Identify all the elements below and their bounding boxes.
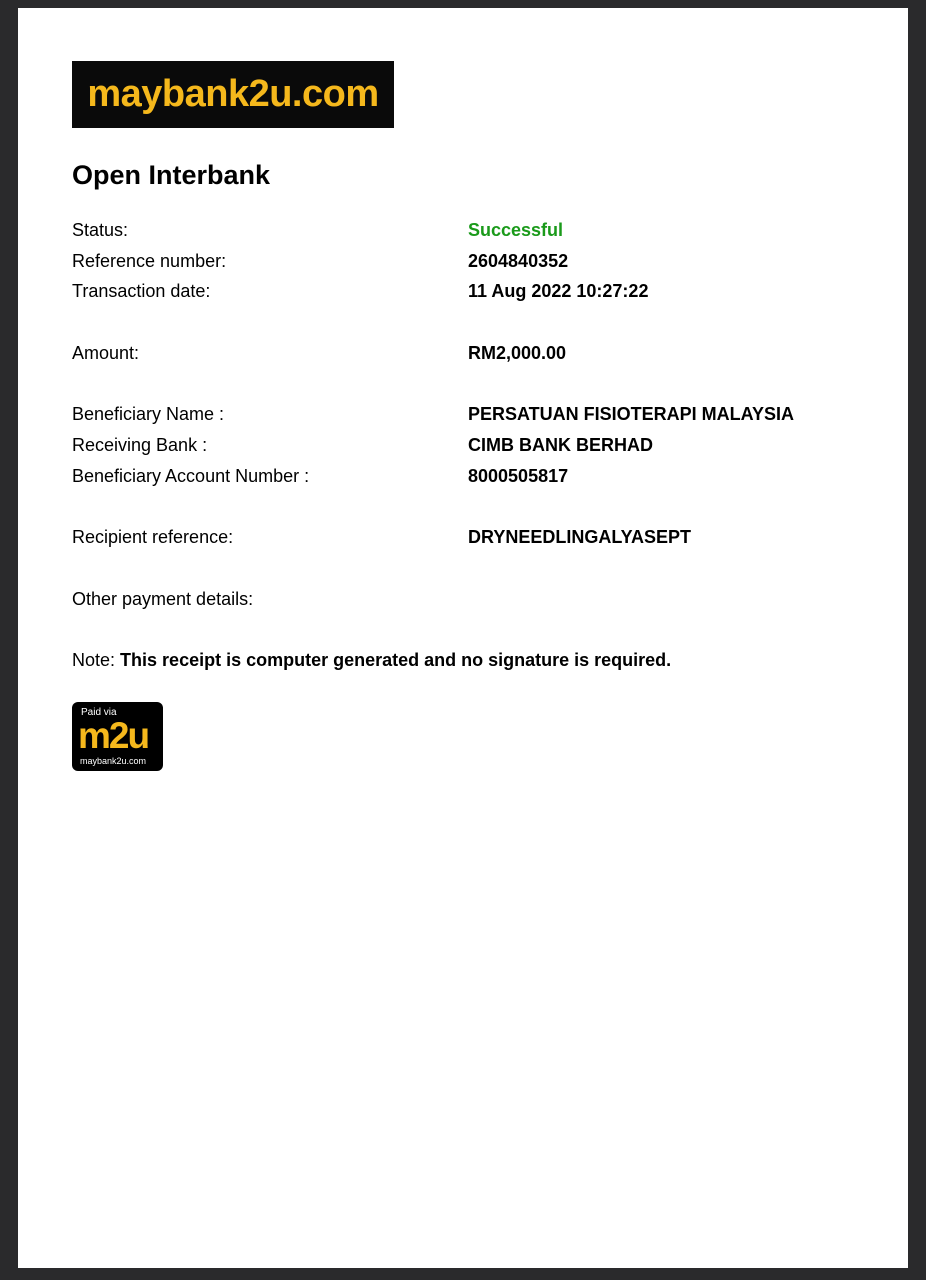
transaction-date-value: 11 Aug 2022 10:27:22 bbox=[468, 281, 649, 301]
paid-via-m2u-badge bbox=[72, 702, 163, 771]
other-payment-details-row bbox=[72, 589, 872, 615]
receiving-bank-label: Receiving Bank : bbox=[72, 435, 208, 455]
beneficiary-name-label: Beneficiary Name : bbox=[72, 404, 225, 424]
beneficiary-account-value: 8000505817 bbox=[468, 466, 569, 486]
note-text: This receipt is computer generated and no signature is required. bbox=[120, 650, 672, 670]
recipient-reference-label: Recipient reference: bbox=[72, 527, 234, 547]
reference-number-label: Reference number: bbox=[72, 251, 227, 271]
receipt-page bbox=[18, 8, 908, 1268]
transaction-date-row bbox=[72, 281, 872, 307]
transaction-date-label: Transaction date: bbox=[72, 281, 211, 301]
reference-number-row bbox=[72, 251, 872, 277]
beneficiary-account-label: Beneficiary Account Number : bbox=[72, 466, 310, 486]
receiving-bank-row bbox=[72, 435, 872, 461]
page-title: Open Interbank bbox=[72, 160, 271, 190]
beneficiary-name-row bbox=[72, 404, 872, 430]
status-value: Successful bbox=[468, 220, 564, 240]
other-payment-details-label: Other payment details: bbox=[72, 589, 254, 609]
logo-text: maybank2u.com bbox=[87, 73, 379, 115]
amount-value: RM2,000.00 bbox=[468, 343, 567, 363]
note-label: Note: bbox=[72, 650, 116, 670]
badge-brand: m2u bbox=[78, 715, 149, 756]
beneficiary-account-row bbox=[72, 466, 872, 492]
badge-site: maybank2u.com bbox=[80, 756, 147, 766]
receipt-note bbox=[72, 650, 671, 671]
recipient-reference-value: DRYNEEDLINGALYASEPT bbox=[468, 527, 692, 547]
beneficiary-name-value: PERSATUAN FISIOTERAPI MALAYSIA bbox=[468, 404, 795, 424]
reference-number-value: 2604840352 bbox=[468, 251, 569, 271]
receiving-bank-value: CIMB BANK BERHAD bbox=[468, 435, 653, 455]
status-row bbox=[72, 220, 872, 246]
status-label: Status: bbox=[72, 220, 129, 240]
amount-row bbox=[72, 343, 872, 369]
recipient-reference-row bbox=[72, 527, 872, 553]
amount-label: Amount: bbox=[72, 343, 140, 363]
badge-paid-via: Paid via bbox=[81, 707, 117, 718]
maybank2u-logo bbox=[72, 61, 394, 128]
